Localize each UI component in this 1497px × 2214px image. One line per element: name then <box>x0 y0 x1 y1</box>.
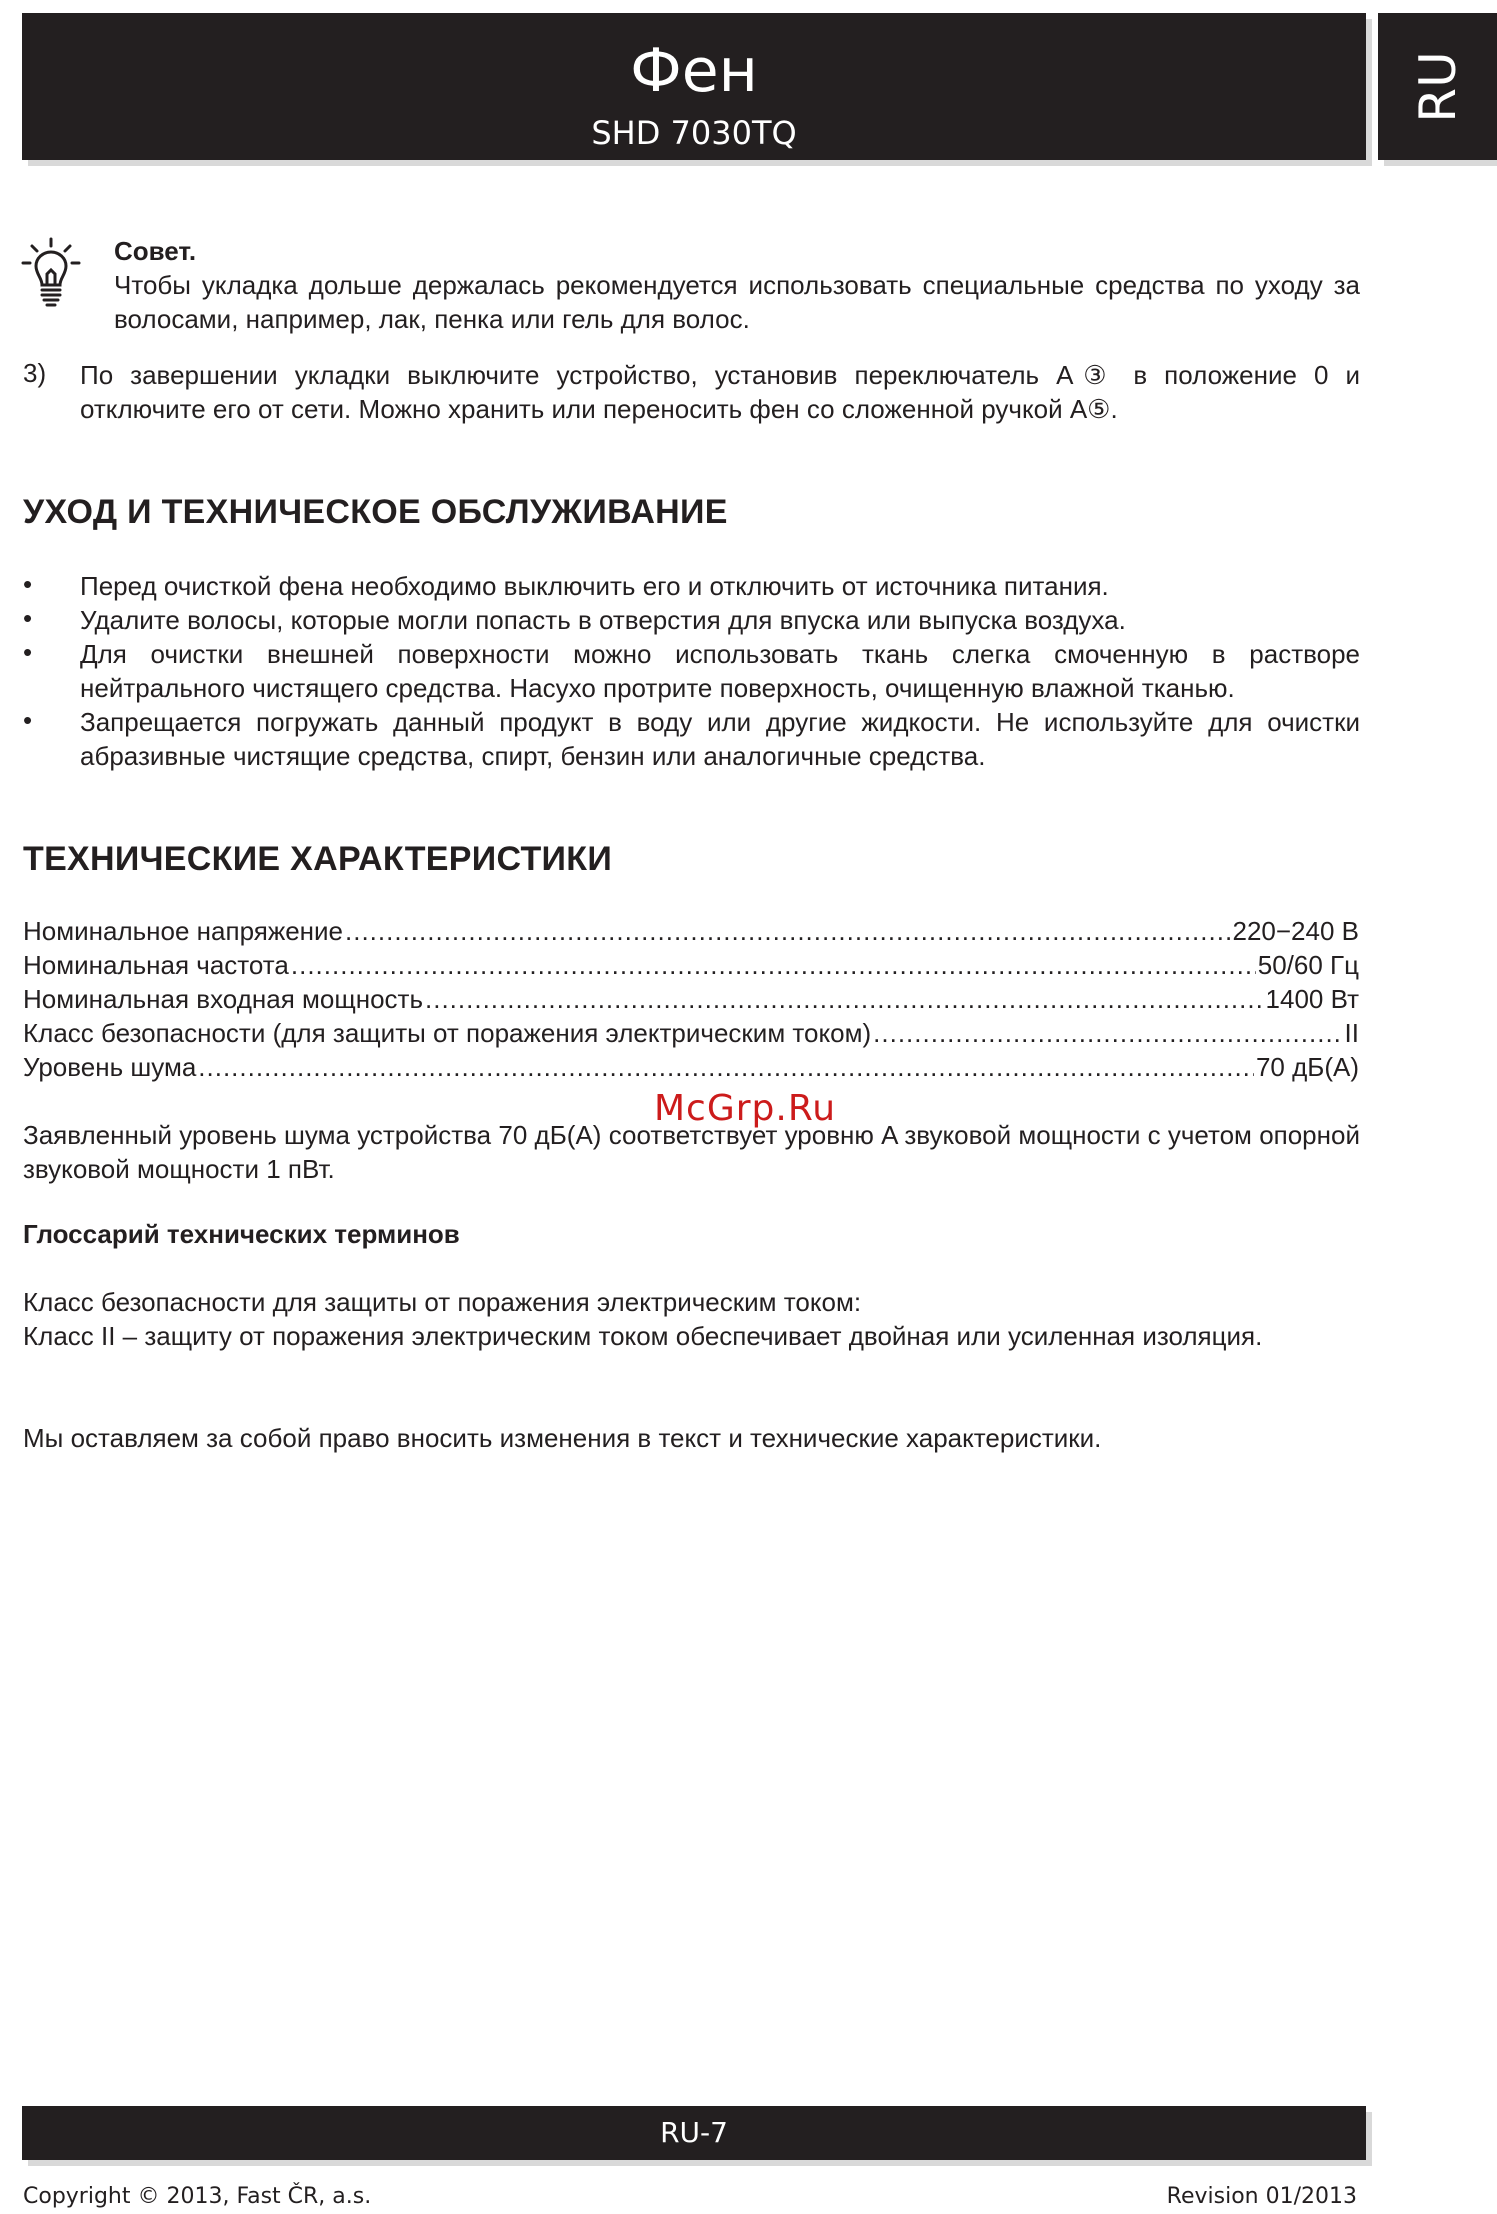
leader-dots <box>345 914 1230 948</box>
page-footer-bar <box>22 2106 1366 2160</box>
bullet-icon: • <box>23 705 33 735</box>
leader-dots <box>291 948 1256 982</box>
spec-row <box>23 982 1359 1016</box>
care-item: Удалите волосы, которые могли попасть в отверстия для впуска или выпуска воздуха. <box>80 605 1126 635</box>
lightbulb-icon <box>20 236 82 308</box>
bullet-icon: • <box>23 603 33 633</box>
leader-dots <box>198 1050 1254 1084</box>
page-header <box>22 13 1366 160</box>
care-item: Для очистки внешней поверхности можно использовать ткань слегка смоченную в растворе нейтрального чистящего средства. Насухо протрите поверхность, очищенную влажной тканью. <box>80 639 1360 703</box>
bullet-icon: • <box>23 569 33 599</box>
page-title: Фен <box>630 36 758 106</box>
revision: Revision 01/2013 <box>1166 2184 1357 2209</box>
tip-text: Чтобы укладка дольше держалась рекомендуется использовать специальные средства по уходу за волосами, например, лак, пенка или гель для волос. <box>114 270 1360 334</box>
care-heading: УХОД И ТЕХНИЧЕСКОЕ ОБСЛУЖИВАНИЕ <box>23 493 728 531</box>
spec-row <box>23 1050 1359 1084</box>
tip-title: Совет. <box>114 236 197 266</box>
spec-row <box>23 914 1359 948</box>
care-item: Запрещается погружать данный продукт в воду или другие жидкости. Не используйте для очистки абразивные чистящие средства, спирт, бензин или аналогичные средства. <box>80 707 1360 771</box>
watermark: McGrp.Ru <box>654 1088 837 1129</box>
noise-note: Заявленный уровень шума устройства 70 дБ(A) соответствует уровню A звуковой мощности с учетом опорной звуковой мощности 1 пВт. <box>23 1120 1360 1184</box>
step-number: 3) <box>23 358 47 388</box>
spec-value: 70 дБ(A) <box>1255 1052 1359 1082</box>
leader-dots <box>873 1016 1342 1050</box>
spec-value: 50/60 Гц <box>1257 950 1359 980</box>
care-item: Перед очисткой фена необходимо выключить его и отключить от источника питания. <box>80 571 1109 601</box>
glossary-heading: Глоссарий технических терминов <box>23 1219 460 1249</box>
copyright: Copyright © 2013, Fast ČR, a.s. <box>23 2184 372 2209</box>
disclaimer: Мы оставляем за собой право вносить изменения в текст и технические характеристики. <box>23 1423 1102 1453</box>
spec-row <box>23 1016 1359 1050</box>
spec-label: Номинальное напряжение <box>23 916 344 946</box>
bullet-icon: • <box>23 637 33 667</box>
leader-dots <box>425 982 1264 1016</box>
language-tab <box>1378 13 1497 160</box>
page-number: RU-7 <box>660 2116 728 2149</box>
spec-label: Уровень шума <box>23 1052 197 1082</box>
spec-label: Номинальная частота <box>23 950 289 980</box>
spec-label: Номинальная входная мощность <box>23 984 423 1014</box>
language-code: RU <box>1408 50 1467 123</box>
spec-label: Класс безопасности (для защиты от поражения электрическим током) <box>23 1018 872 1048</box>
specs-heading: ТЕХНИЧЕСКИЕ ХАРАКТЕРИСТИКИ <box>23 840 613 878</box>
glossary-line: Класс безопасности для защиты от поражения электрическим током: <box>23 1287 862 1317</box>
step-text: По завершении укладки выключите устройство, установив переключатель A③ в положение 0 и отключите его от сети. Можно хранить или переносить фен со сложенной ручкой A⑤. <box>80 360 1360 424</box>
spec-row <box>23 948 1359 982</box>
glossary-line: Класс II – защиту от поражения электрическим током обеспечивает двойная или усиленная изоляция. <box>23 1321 1263 1351</box>
spec-value: 1400 Вт <box>1265 984 1359 1014</box>
model-subtitle: SHD 7030TQ <box>591 114 797 152</box>
spec-value: 220−240 В <box>1232 916 1359 946</box>
spec-value: II <box>1344 1018 1359 1048</box>
